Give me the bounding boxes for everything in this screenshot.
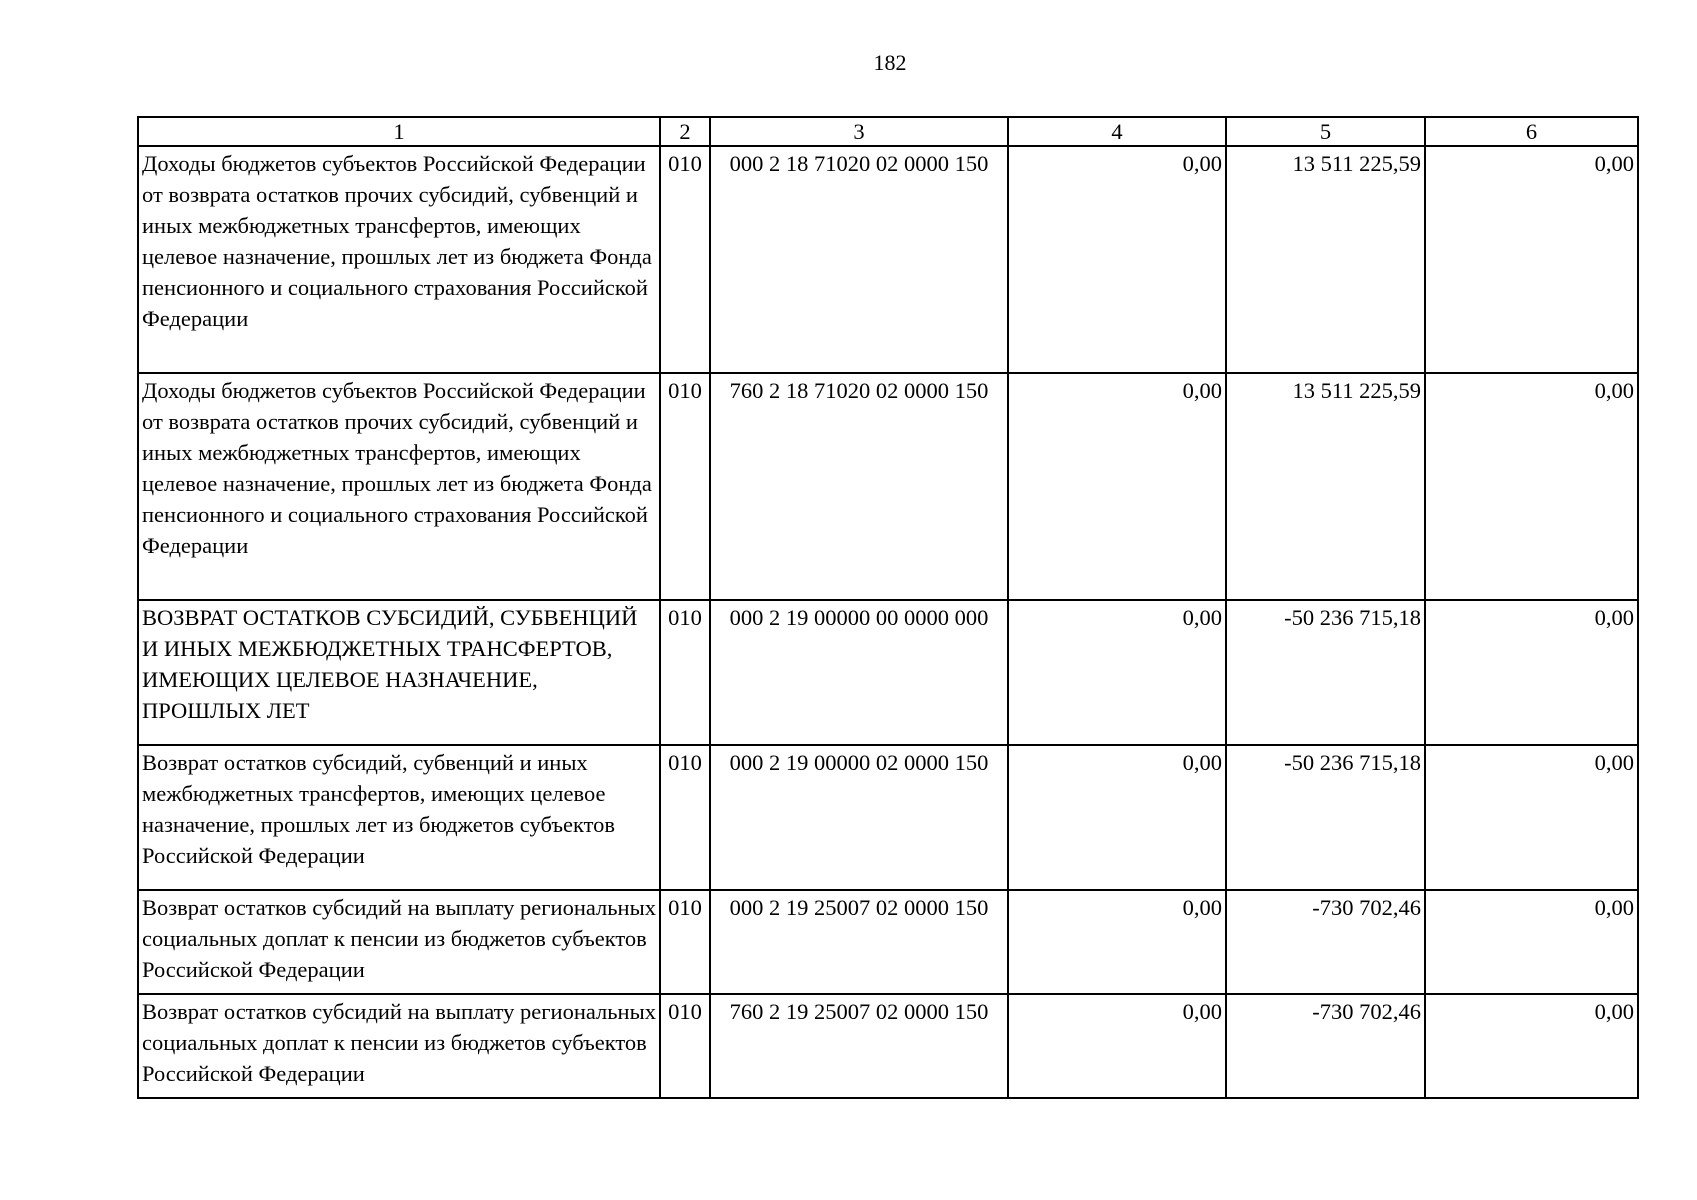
income-name-cell: Доходы бюджетов субъектов Российской Федерации от возврата остатков прочих субсидий, субвенций и иных межбюджетных трансфертов, имеющих целевое назначение, прошлых лет из бюджета Фонда пенсионного и социального страхования Российской Федерации xyxy=(138,146,660,373)
table-row xyxy=(138,373,1638,600)
value-cell-col6: 0,00 xyxy=(1425,994,1638,1098)
line-code-cell: 010 xyxy=(660,994,710,1098)
value-cell-col5: 13 511 225,59 xyxy=(1226,146,1425,373)
value-cell-col5: -730 702,46 xyxy=(1226,890,1425,994)
page-number: 182 xyxy=(873,50,907,75)
budget-class-code-cell: 000 2 19 25007 02 0000 150 xyxy=(710,890,1008,994)
income-name-cell: ВОЗВРАТ ОСТАТКОВ СУБСИДИЙ, СУБВЕНЦИЙ И ИНЫХ МЕЖБЮДЖЕТНЫХ ТРАНСФЕРТОВ, ИМЕЮЩИХ ЦЕЛЕВОЕ НАЗНАЧЕНИЕ, ПРОШЛЫХ ЛЕТ xyxy=(138,600,660,745)
budget-class-code-cell: 760 2 19 25007 02 0000 150 xyxy=(710,994,1008,1098)
table-row xyxy=(138,745,1638,890)
budget-class-code-cell: 000 2 19 00000 02 0000 150 xyxy=(710,745,1008,890)
header-cell-4: 4 xyxy=(1008,117,1226,146)
value-cell-col4: 0,00 xyxy=(1008,146,1226,373)
value-cell-col5: -730 702,46 xyxy=(1226,994,1425,1098)
value-cell-col4: 0,00 xyxy=(1008,745,1226,890)
value-cell-col4: 0,00 xyxy=(1008,600,1226,745)
budget-class-code-cell: 760 2 18 71020 02 0000 150 xyxy=(710,373,1008,600)
value-cell-col6: 0,00 xyxy=(1425,745,1638,890)
line-code-cell: 010 xyxy=(660,373,710,600)
value-cell-col6: 0,00 xyxy=(1425,600,1638,745)
header-cell-3: 3 xyxy=(710,117,1008,146)
value-cell-col4: 0,00 xyxy=(1008,994,1226,1098)
value-cell-col6: 0,00 xyxy=(1425,373,1638,600)
value-cell-col4: 0,00 xyxy=(1008,373,1226,600)
budget-class-code-cell: 000 2 18 71020 02 0000 150 xyxy=(710,146,1008,373)
table-row xyxy=(138,994,1638,1098)
header-cell-5: 5 xyxy=(1226,117,1425,146)
value-cell-col6: 0,00 xyxy=(1425,146,1638,373)
budget-table xyxy=(137,116,1639,1099)
line-code-cell: 010 xyxy=(660,146,710,373)
value-cell-col6: 0,00 xyxy=(1425,890,1638,994)
income-name-cell: Возврат остатков субсидий на выплату региональных социальных доплат к пенсии из бюджетов субъектов Российской Федерации xyxy=(138,890,660,994)
line-code-cell: 010 xyxy=(660,745,710,890)
header-cell-1: 1 xyxy=(138,117,660,146)
table-row xyxy=(138,146,1638,373)
table-header-row xyxy=(138,117,1638,146)
header-cell-6: 6 xyxy=(1425,117,1638,146)
value-cell-col5: 13 511 225,59 xyxy=(1226,373,1425,600)
line-code-cell: 010 xyxy=(660,600,710,745)
table-row xyxy=(138,600,1638,745)
value-cell-col4: 0,00 xyxy=(1008,890,1226,994)
budget-class-code-cell: 000 2 19 00000 00 0000 000 xyxy=(710,600,1008,745)
value-cell-col5: -50 236 715,18 xyxy=(1226,600,1425,745)
income-name-cell: Доходы бюджетов субъектов Российской Федерации от возврата остатков прочих субсидий, субвенций и иных межбюджетных трансфертов, имеющих целевое назначение, прошлых лет из бюджета Фонда пенсионного и социального страхования Российской Федерации xyxy=(138,373,660,600)
table-row xyxy=(138,890,1638,994)
income-name-cell: Возврат остатков субсидий на выплату региональных социальных доплат к пенсии из бюджетов субъектов Российской Федерации xyxy=(138,994,660,1098)
value-cell-col5: -50 236 715,18 xyxy=(1226,745,1425,890)
income-name-cell: Возврат остатков субсидий, субвенций и иных межбюджетных трансфертов, имеющих целевое назначение, прошлых лет из бюджетов субъектов Российской Федерации xyxy=(138,745,660,890)
header-cell-2: 2 xyxy=(660,117,710,146)
line-code-cell: 010 xyxy=(660,890,710,994)
